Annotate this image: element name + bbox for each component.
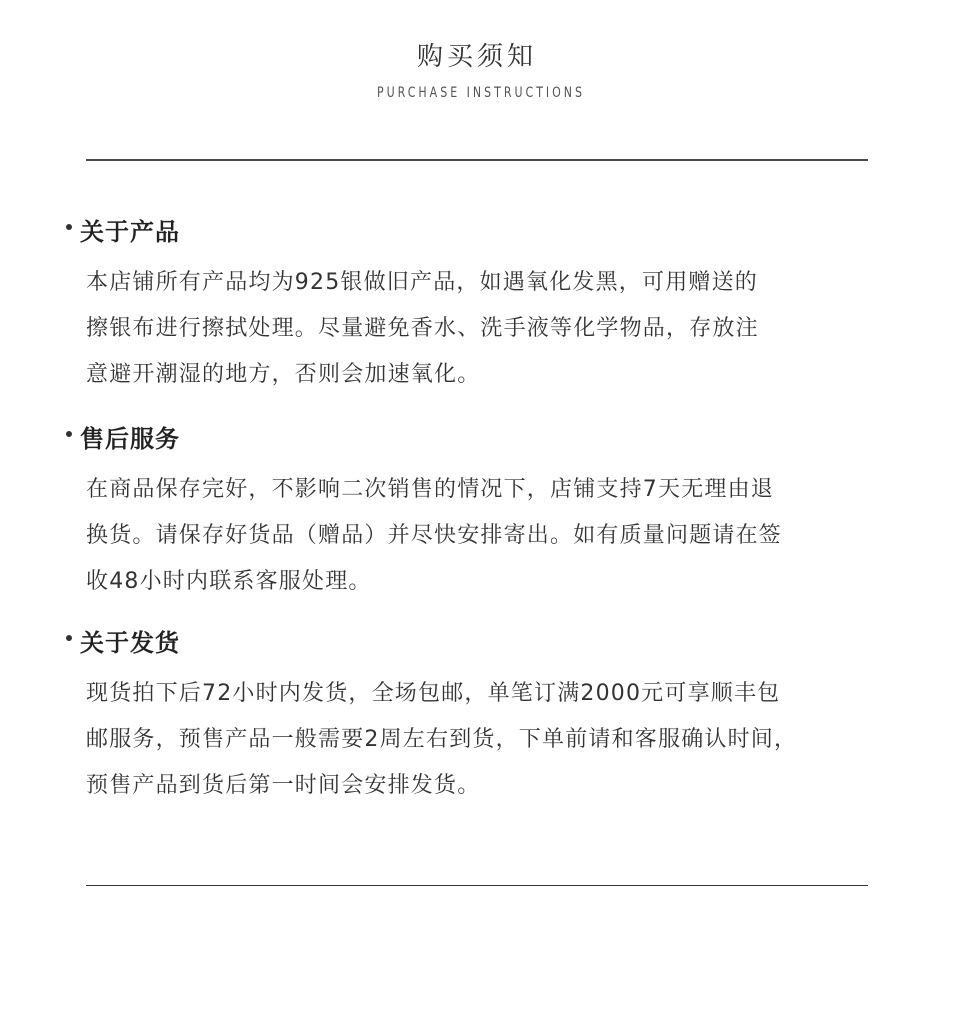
body-line: 擦银布进行擦拭处理。尽量避免香水、洗手液等化学物品，存放注 bbox=[86, 316, 759, 341]
section-header bbox=[66, 629, 926, 669]
page-title: 购买须知 bbox=[416, 42, 537, 72]
section-header bbox=[66, 425, 926, 465]
body-line: 收48小时内联系客服处理。 bbox=[86, 569, 372, 594]
body-line: 换货。请保存好货品（赠品）并尽快安排寄出。如有质量问题请在签 bbox=[86, 523, 783, 548]
body-line: 现货拍下后72小时内发货，全场包邮，单笔订满2000元可享顺丰包 bbox=[86, 681, 781, 706]
section-shipping bbox=[66, 629, 926, 809]
section-body bbox=[86, 467, 906, 605]
body-line: 本店铺所有产品均为925银做旧产品，如遇氧化发黑，可用赠送的 bbox=[86, 270, 758, 295]
bullet-dot-icon bbox=[66, 635, 72, 641]
page-subtitle: PURCHASE INSTRUCTIONS bbox=[376, 84, 586, 101]
bullet-dot-icon bbox=[66, 224, 72, 230]
section-heading: 关于产品 bbox=[80, 218, 180, 246]
bullet-dot-icon bbox=[66, 431, 72, 437]
section-header bbox=[66, 218, 926, 258]
body-line: 在商品保存完好，不影响二次销售的情况下，店铺支持7天无理由退 bbox=[86, 477, 774, 502]
section-heading: 关于发货 bbox=[80, 629, 180, 657]
section-after-sales bbox=[66, 425, 926, 605]
section-about-product bbox=[66, 218, 926, 398]
body-line: 预售产品到货后第一时间会安排发货。 bbox=[86, 773, 481, 798]
section-body bbox=[86, 260, 906, 398]
section-heading: 售后服务 bbox=[80, 425, 180, 453]
section-body bbox=[86, 671, 906, 809]
body-line: 邮服务，预售产品一般需要2周左右到货，下单前请和客服确认时间， bbox=[86, 727, 798, 752]
body-line: 意避开潮湿的地方，否则会加速氧化。 bbox=[86, 362, 481, 387]
top-divider bbox=[86, 159, 868, 161]
bottom-divider bbox=[86, 885, 868, 886]
